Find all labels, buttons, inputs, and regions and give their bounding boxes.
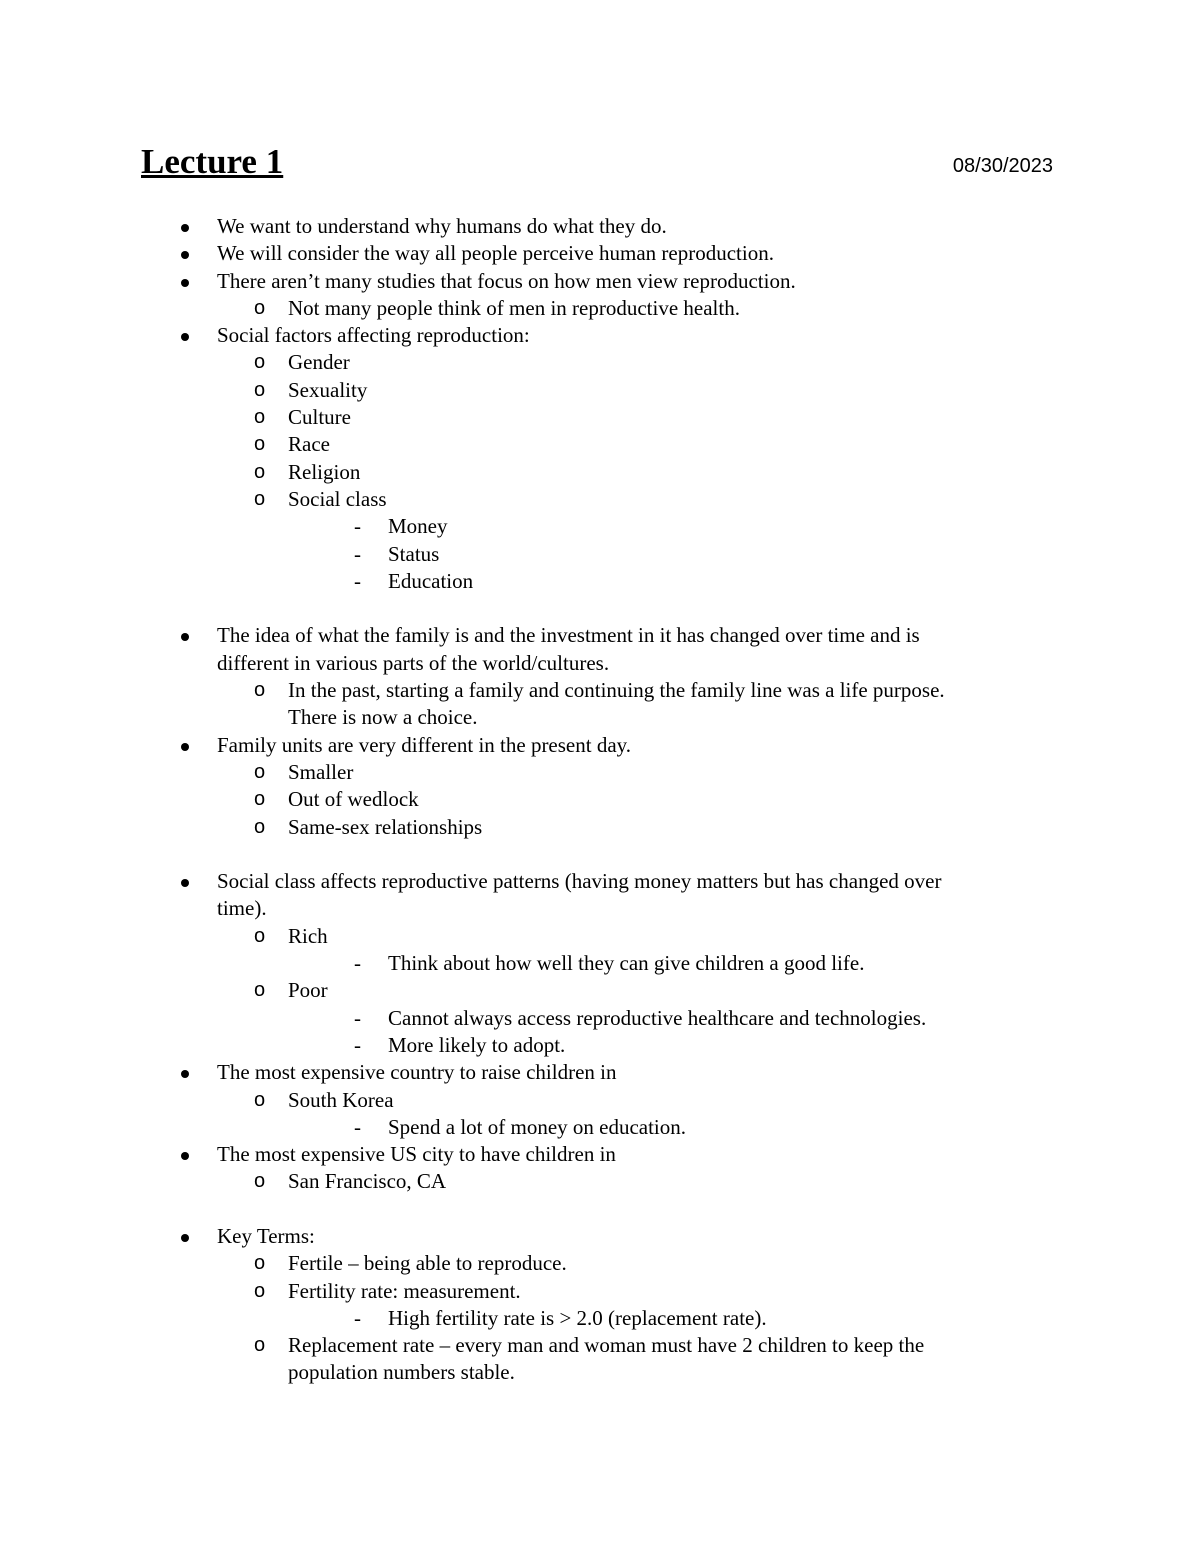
note-text: Culture	[288, 405, 351, 430]
lecture-date: 08/30/2023	[952, 155, 1053, 177]
bullet-icon	[181, 743, 189, 751]
bullet-icon	[181, 279, 189, 287]
note-text: There aren’t many studies that focus on how men view reproduction.	[217, 268, 796, 293]
note-text: Family units are very different in the present day.	[217, 732, 632, 757]
note-text: More likely to adopt.	[388, 1032, 566, 1057]
circle-bullet-icon: o	[254, 460, 266, 483]
note-line	[0, 541, 1200, 568]
bullet-icon	[181, 1234, 189, 1242]
note-text: Poor	[288, 978, 328, 1003]
note-line	[0, 622, 1200, 649]
note-line	[0, 704, 1200, 731]
note-line	[0, 240, 1200, 267]
notes-list	[0, 213, 1200, 1387]
circle-bullet-icon: o	[254, 487, 266, 510]
note-line	[0, 1359, 1200, 1386]
circle-bullet-icon: o	[254, 433, 266, 456]
note-text: Social factors affecting reproduction:	[217, 323, 530, 348]
blank-line	[0, 841, 1200, 868]
note-text: different in various parts of the world/cultures.	[217, 650, 610, 675]
note-text: Smaller	[288, 759, 354, 784]
note-text: Not many people think of men in reproductive health.	[288, 295, 740, 320]
dash-bullet-icon: -	[354, 541, 361, 566]
note-text: Same-sex relationships	[288, 814, 483, 839]
note-text: High fertility rate is > 2.0 (replacement rate).	[388, 1305, 767, 1330]
note-text: The most expensive US city to have children in	[217, 1142, 616, 1167]
note-line	[0, 349, 1200, 376]
note-text: Social class	[288, 486, 387, 511]
note-line	[0, 404, 1200, 431]
circle-bullet-icon: o	[254, 1170, 266, 1193]
circle-bullet-icon: o	[254, 679, 266, 702]
note-text: The idea of what the family is and the investment in it has changed over time and is	[217, 623, 920, 648]
note-line	[0, 923, 1200, 950]
note-text: Spend a lot of money on education.	[388, 1114, 687, 1139]
note-line	[0, 1332, 1200, 1359]
bullet-icon	[181, 224, 189, 232]
note-line	[0, 295, 1200, 322]
circle-bullet-icon: o	[254, 788, 266, 811]
page-title: Lecture 1	[141, 142, 284, 181]
note-line	[0, 1087, 1200, 1114]
note-line	[0, 213, 1200, 240]
note-text: Religion	[288, 459, 361, 484]
note-text: Gender	[288, 350, 350, 375]
note-text: Fertile – being able to reproduce.	[288, 1251, 567, 1276]
note-text: Race	[288, 432, 330, 457]
circle-bullet-icon: o	[254, 815, 266, 838]
note-line	[0, 1305, 1200, 1332]
note-line	[0, 650, 1200, 677]
bullet-icon	[181, 633, 189, 641]
note-line	[0, 1032, 1200, 1059]
note-line	[0, 568, 1200, 595]
circle-bullet-icon: o	[254, 760, 266, 783]
circle-bullet-icon: o	[254, 1279, 266, 1302]
note-line	[0, 431, 1200, 458]
dash-bullet-icon: -	[354, 568, 361, 593]
note-text: South Korea	[288, 1087, 394, 1112]
note-line	[0, 1168, 1200, 1195]
note-text: Key Terms:	[217, 1223, 315, 1248]
note-line	[0, 1059, 1200, 1086]
bullet-icon	[181, 1152, 189, 1160]
note-text: Replacement rate – every man and woman must have 2 children to keep the	[288, 1333, 925, 1358]
note-text: population numbers stable.	[288, 1360, 515, 1385]
note-line	[0, 486, 1200, 513]
note-line	[0, 950, 1200, 977]
note-text: San Francisco, CA	[288, 1169, 447, 1194]
bullet-icon	[181, 251, 189, 259]
bullet-icon	[181, 333, 189, 341]
dash-bullet-icon: -	[354, 1305, 361, 1330]
dash-bullet-icon: -	[354, 951, 361, 976]
note-text: Sexuality	[288, 377, 368, 402]
circle-bullet-icon: o	[254, 1334, 266, 1357]
circle-bullet-icon: o	[254, 351, 266, 374]
note-text: Cannot always access reproductive healthcare and technologies.	[388, 1005, 927, 1030]
note-text: Education	[388, 568, 474, 593]
note-line	[0, 759, 1200, 786]
circle-bullet-icon: o	[254, 1252, 266, 1275]
circle-bullet-icon: o	[254, 406, 266, 429]
note-line	[0, 377, 1200, 404]
note-line	[0, 268, 1200, 295]
note-text: Money	[388, 514, 448, 539]
note-line	[0, 1278, 1200, 1305]
note-line	[0, 895, 1200, 922]
dash-bullet-icon: -	[354, 1005, 361, 1030]
blank-line	[0, 1196, 1200, 1223]
note-text: We will consider the way all people perceive human reproduction.	[217, 241, 774, 266]
dash-bullet-icon: -	[354, 1114, 361, 1139]
note-text: In the past, starting a family and continuing the family line was a life purpose.	[288, 678, 945, 703]
circle-bullet-icon: o	[254, 1088, 266, 1111]
note-text: Status	[388, 541, 440, 566]
dash-bullet-icon: -	[354, 1032, 361, 1057]
note-text: Think about how well they can give children a good life.	[388, 951, 865, 976]
note-text: There is now a choice.	[288, 705, 478, 730]
note-text: The most expensive country to raise children in	[217, 1060, 617, 1085]
circle-bullet-icon: o	[254, 924, 266, 947]
dash-bullet-icon: -	[354, 514, 361, 539]
circle-bullet-icon: o	[254, 378, 266, 401]
note-line	[0, 977, 1200, 1004]
note-line	[0, 677, 1200, 704]
note-line	[0, 513, 1200, 540]
blank-line	[0, 595, 1200, 622]
bullet-icon	[181, 1070, 189, 1078]
note-line	[0, 1141, 1200, 1168]
note-text: Fertility rate: measurement.	[288, 1278, 521, 1303]
note-line	[0, 1114, 1200, 1141]
note-line	[0, 1250, 1200, 1277]
note-line	[0, 459, 1200, 486]
note-text: time).	[217, 896, 267, 921]
note-line	[0, 732, 1200, 759]
bullet-icon	[181, 879, 189, 887]
note-line	[0, 786, 1200, 813]
circle-bullet-icon: o	[254, 979, 266, 1002]
note-text: Social class affects reproductive patterns (having money matters but has changed over	[217, 869, 942, 894]
note-line	[0, 1223, 1200, 1250]
note-text: Rich	[288, 923, 328, 948]
note-line	[0, 1005, 1200, 1032]
note-line	[0, 814, 1200, 841]
circle-bullet-icon: o	[254, 296, 266, 319]
note-line	[0, 868, 1200, 895]
note-text: Out of wedlock	[288, 787, 419, 812]
note-text: We want to understand why humans do what they do.	[217, 214, 667, 238]
note-line	[0, 322, 1200, 349]
